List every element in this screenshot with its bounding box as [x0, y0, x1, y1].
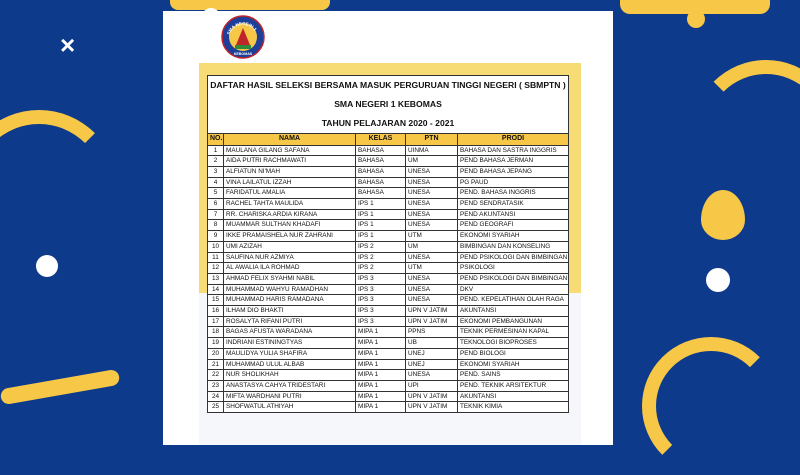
table-row — [208, 348, 569, 359]
cell-nama: INDRIANI ESTININGTYAS — [224, 338, 356, 349]
results-table — [207, 133, 569, 413]
table-row — [208, 209, 569, 220]
cell-prodi: EKONOMI SYARIAH — [458, 359, 569, 370]
sbmptn-document — [207, 75, 569, 413]
cell-nama: MUHAMMAD WAHYU RAMADHAN — [224, 284, 356, 295]
decor-bar — [0, 369, 120, 406]
cell-nama: MUHAMMAD HARIS RAMADANA — [224, 295, 356, 306]
table-row — [208, 284, 569, 295]
cell-kelas: IPS 3 — [356, 273, 406, 284]
header-ptn: PTN — [406, 134, 458, 146]
cell-ptn: UPN V JATIM — [406, 306, 458, 317]
cell-no: 10 — [208, 241, 224, 252]
cell-nama: NUR SHOLIKHAH — [224, 370, 356, 381]
table-row — [208, 391, 569, 402]
cell-ptn: UPN V JATIM — [406, 402, 458, 413]
cell-nama: BAGAS AFUSTA WARADANA — [224, 327, 356, 338]
cell-prodi: PEND PSIKOLOGI DAN BIMBINGAN — [458, 273, 569, 284]
logo-subtext: KEBOMAS — [233, 52, 253, 56]
cell-prodi: TEKNIK KIMIA — [458, 402, 569, 413]
cell-no: 23 — [208, 380, 224, 391]
cell-nama: MUAMMAR SULTHAN KHADAFI — [224, 220, 356, 231]
cell-kelas: MIPA 1 — [356, 338, 406, 349]
cell-kelas: MIPA 1 — [356, 359, 406, 370]
cell-prodi: PEND PSIKOLOGI DAN BIMBINGAN — [458, 252, 569, 263]
cell-prodi: PEND. TEKNIK ARSITEKTUR — [458, 380, 569, 391]
header-nama: NAMA — [224, 134, 356, 146]
cell-no: 4 — [208, 177, 224, 188]
decor-arc — [692, 60, 800, 208]
cell-nama: AL AWALIA ILA ROHMAD — [224, 263, 356, 274]
cell-ptn: UNESA — [406, 284, 458, 295]
header-prodi: PRODI — [458, 134, 569, 146]
cell-ptn: UPN V JATIM — [406, 391, 458, 402]
table-row — [208, 177, 569, 188]
cell-prodi: PEND SENDRATASIK — [458, 199, 569, 210]
cell-no: 3 — [208, 166, 224, 177]
cell-ptn: UPI — [406, 380, 458, 391]
cell-nama: RACHEL TAHTA MAULIDA — [224, 199, 356, 210]
cell-prodi: AKUNTANSI — [458, 391, 569, 402]
cell-nama: AHMAD FELIX SYAHMI NABIL — [224, 273, 356, 284]
cell-ptn: UNESA — [406, 199, 458, 210]
cell-no: 13 — [208, 273, 224, 284]
cell-nama: MAULANA GILANG SAFANA — [224, 145, 356, 156]
cell-ptn: UNEJ — [406, 348, 458, 359]
cell-nama: ROSALYTA RIFANI PUTRI — [224, 316, 356, 327]
cell-nama: MIFTA WARDHANI PUTRI — [224, 391, 356, 402]
cell-kelas: IPS 3 — [356, 306, 406, 317]
header-kelas: KELAS — [356, 134, 406, 146]
table-row — [208, 156, 569, 167]
cell-nama: MAULIDYA YULIA SHAFIRA — [224, 348, 356, 359]
decor-dot — [687, 10, 705, 28]
cell-ptn: UNESA — [406, 209, 458, 220]
cell-prodi: DKV — [458, 284, 569, 295]
cell-kelas: IPS 2 — [356, 252, 406, 263]
cell-no: 9 — [208, 231, 224, 242]
cell-kelas: IPS 1 — [356, 231, 406, 242]
table-row — [208, 188, 569, 199]
cell-prodi: EKONOMI PEMBANGUNAN — [458, 316, 569, 327]
cell-no: 14 — [208, 284, 224, 295]
cell-no: 22 — [208, 370, 224, 381]
cell-nama: ANASTASYA CAHYA TRIDESTARI — [224, 380, 356, 391]
cell-prodi: PEND. KEPELATIHAN OLAH RAGA — [458, 295, 569, 306]
cell-kelas: BAHASA — [356, 166, 406, 177]
document-title: DAFTAR HASIL SELEKSI BERSAMA MASUK PERGURUAN TINGGI NEGERI ( SBMPTN ) — [210, 80, 566, 90]
cell-kelas: IPS 3 — [356, 316, 406, 327]
cell-kelas: MIPA 1 — [356, 370, 406, 381]
cell-kelas: BAHASA — [356, 156, 406, 167]
cell-prodi: PG PAUD — [458, 177, 569, 188]
table-row — [208, 402, 569, 413]
cell-no: 19 — [208, 338, 224, 349]
cell-no: 17 — [208, 316, 224, 327]
decor-dot — [706, 268, 730, 292]
cell-ptn: UTM — [406, 263, 458, 274]
cell-kelas: MIPA 1 — [356, 391, 406, 402]
cell-prodi: TEKNIK PERMESINAN KAPAL — [458, 327, 569, 338]
cell-no: 16 — [208, 306, 224, 317]
cell-no: 2 — [208, 156, 224, 167]
cell-ptn: UNESA — [406, 188, 458, 199]
cell-kelas: MIPA 1 — [356, 380, 406, 391]
decor-arc — [642, 337, 780, 475]
cell-no: 12 — [208, 263, 224, 274]
cell-no: 6 — [208, 199, 224, 210]
table-row — [208, 263, 569, 274]
cell-prodi: PEND BIOLOGI — [458, 348, 569, 359]
cell-kelas: MIPA 1 — [356, 348, 406, 359]
cell-prodi: TEKNOLOGI BIOPROSES — [458, 338, 569, 349]
cell-nama: IKKE PRAMAISHELA NUR ZAHRANI — [224, 231, 356, 242]
cell-ptn: UNESA — [406, 220, 458, 231]
cell-nama: FARIDATUL AMALIA — [224, 188, 356, 199]
cell-no: 24 — [208, 391, 224, 402]
logo-text: SMA NEGERI 1 — [225, 20, 258, 36]
table-row — [208, 199, 569, 210]
cell-prodi: PEND. BAHASA INGGRIS — [458, 188, 569, 199]
academic-year: TAHUN PELAJARAN 2020 - 2021 — [321, 118, 455, 128]
table-row — [208, 359, 569, 370]
table-row — [208, 241, 569, 252]
cell-ptn: UM — [406, 156, 458, 167]
table-row — [208, 166, 569, 177]
cell-no: 15 — [208, 295, 224, 306]
table-row — [208, 306, 569, 317]
table-row — [208, 380, 569, 391]
header-no: NO. — [208, 134, 224, 146]
cell-no: 11 — [208, 252, 224, 263]
cell-no: 7 — [208, 209, 224, 220]
cell-no: 8 — [208, 220, 224, 231]
cell-nama: VINA LAILATUL IZZAH — [224, 177, 356, 188]
cell-nama: ILHAM DIO BHAKTI — [224, 306, 356, 317]
document-title-block — [207, 75, 569, 133]
cell-nama: SHOFWATUL ATHIYAH — [224, 402, 356, 413]
cell-kelas: BAHASA — [356, 177, 406, 188]
table-row — [208, 220, 569, 231]
table-row — [208, 231, 569, 242]
cell-prodi: PEND AKUNTANSI — [458, 209, 569, 220]
table-row — [208, 327, 569, 338]
cell-kelas: IPS 3 — [356, 295, 406, 306]
cell-prodi: PEND. SAINS — [458, 370, 569, 381]
cell-ptn: UM — [406, 241, 458, 252]
school-logo — [221, 15, 265, 59]
cell-nama: SAUFINA NUR AZMIYA — [224, 252, 356, 263]
table-row — [208, 370, 569, 381]
document-card — [163, 11, 613, 445]
cell-ptn: UTM — [406, 231, 458, 242]
cell-ptn: UPN V JATIM — [406, 316, 458, 327]
decor-dot — [36, 255, 58, 277]
cell-prodi: PSIKOLOGI — [458, 263, 569, 274]
cell-nama: AIDA PUTRI RACHMAWATI — [224, 156, 356, 167]
cell-prodi: PEND BAHASA JEPANG — [458, 166, 569, 177]
cell-kelas: IPS 2 — [356, 263, 406, 274]
cell-prodi: BIMBINGAN DAN KONSELING — [458, 241, 569, 252]
cell-ptn: UNESA — [406, 295, 458, 306]
cell-no: 20 — [208, 348, 224, 359]
table-row — [208, 273, 569, 284]
cell-ptn: UNESA — [406, 252, 458, 263]
cell-kelas: IPS 2 — [356, 241, 406, 252]
cell-prodi: AKUNTANSI — [458, 306, 569, 317]
cell-ptn: UNEJ — [406, 359, 458, 370]
cell-ptn: UB — [406, 338, 458, 349]
cell-kelas: MIPA 1 — [356, 327, 406, 338]
school-name: SMA NEGERI 1 KEBOMAS — [334, 99, 442, 109]
cell-nama: UMI AZIZAH — [224, 241, 356, 252]
decor-arc — [0, 110, 118, 268]
cell-ptn: UNESA — [406, 177, 458, 188]
cell-kelas: IPS 1 — [356, 220, 406, 231]
cell-kelas: BAHASA — [356, 188, 406, 199]
table-header-row — [208, 134, 569, 146]
cell-prodi: BAHASA DAN SASTRA INGGRIS — [458, 145, 569, 156]
table-row — [208, 295, 569, 306]
cell-no: 25 — [208, 402, 224, 413]
cell-kelas: MIPA 1 — [356, 402, 406, 413]
cell-nama: MUHAMMAD ULUL ALBAB — [224, 359, 356, 370]
cell-nama: RR. CHARISKA ARDIA KIRANA — [224, 209, 356, 220]
decor-x: × — [60, 30, 76, 60]
cell-kelas: IPS 3 — [356, 284, 406, 295]
cell-prodi: EKONOMI SYARIAH — [458, 231, 569, 242]
cell-no: 18 — [208, 327, 224, 338]
cell-ptn: UNESA — [406, 370, 458, 381]
cell-ptn: UNESA — [406, 273, 458, 284]
table-row — [208, 316, 569, 327]
cell-ptn: PPNS — [406, 327, 458, 338]
cell-no: 1 — [208, 145, 224, 156]
cell-prodi: PEND BAHASA JERMAN — [458, 156, 569, 167]
cell-kelas: IPS 1 — [356, 209, 406, 220]
cell-no: 21 — [208, 359, 224, 370]
table-row — [208, 338, 569, 349]
cell-prodi: PEND GEOGRAFI — [458, 220, 569, 231]
table-row — [208, 145, 569, 156]
decor-bar — [170, 0, 330, 10]
table-row — [208, 252, 569, 263]
cell-nama: ALFIATUN NI'MAH — [224, 166, 356, 177]
cell-kelas: IPS 1 — [356, 199, 406, 210]
cell-ptn: UNESA — [406, 166, 458, 177]
cell-kelas: BAHASA — [356, 145, 406, 156]
cell-ptn: UINMA — [406, 145, 458, 156]
cell-no: 5 — [208, 188, 224, 199]
